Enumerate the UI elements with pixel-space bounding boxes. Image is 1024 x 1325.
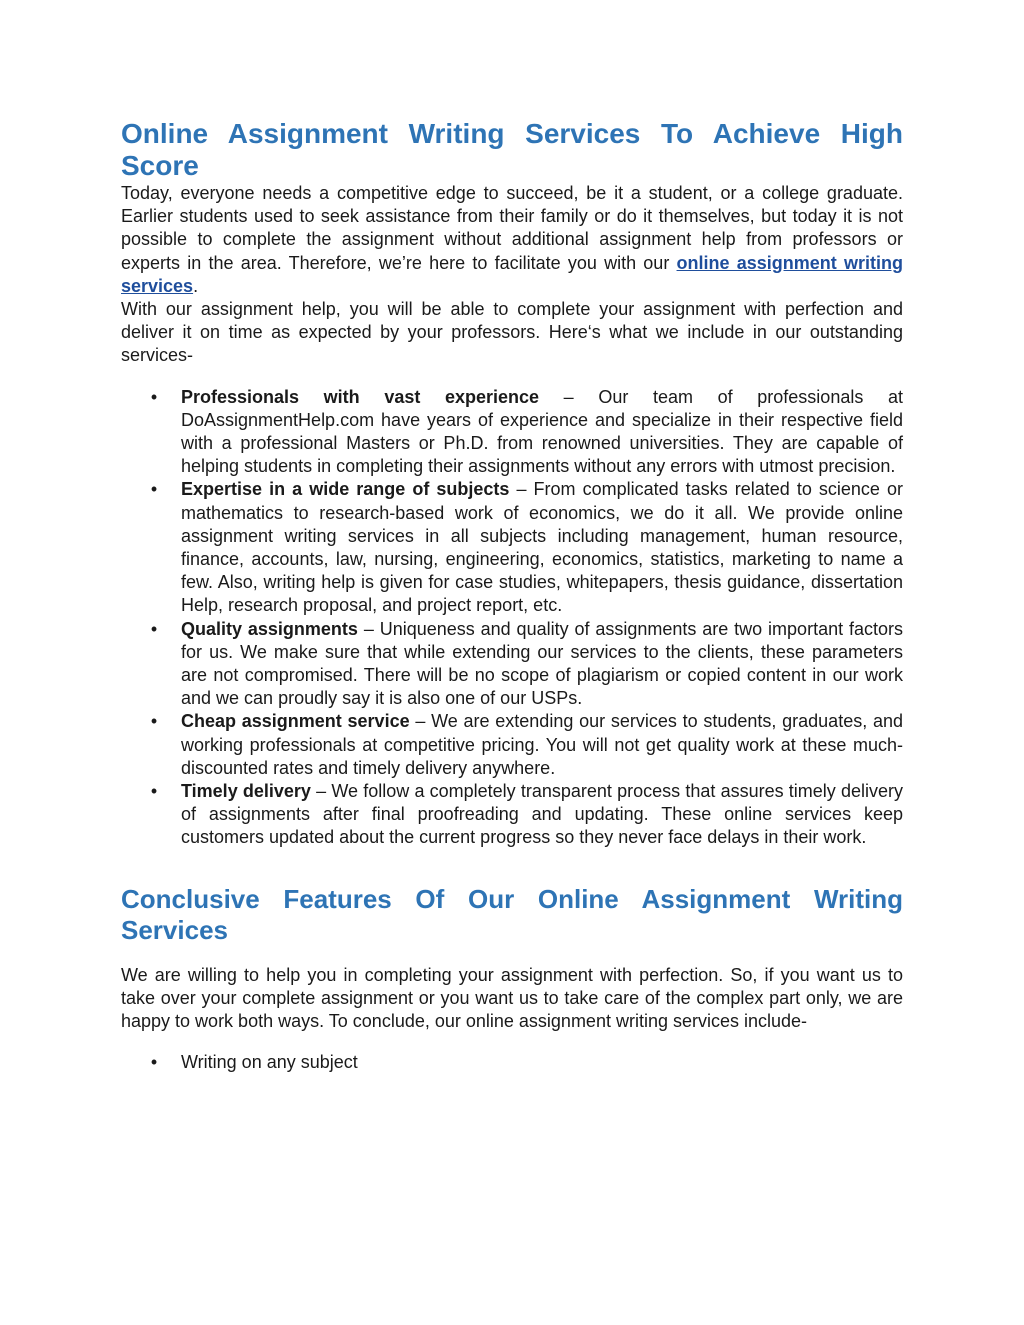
- include-item-text: Writing on any subject: [181, 1052, 358, 1073]
- main-heading: Online Assignment Writing Services To Achieve High Score: [121, 118, 903, 181]
- feature-term: Professionals with vast experience: [181, 386, 540, 407]
- list-item: [121, 386, 903, 479]
- feature-text: – We are extending our services to students, graduates, and working professionals at competitive pricing. You will not get quality work at these much-discounted rates and timely delivery anywhere.: [181, 711, 903, 778]
- feature-text: – Our team of professionals at DoAssignmentHelp.com have years of experience and specialize in their respective field with a professional Masters or Ph.D. from renowned universities. They are capable of helping students in completing their assignments without any errors with utmost precision.: [181, 386, 903, 477]
- online-assignment-writing-services-link[interactable]: online assignment writing services: [121, 252, 903, 296]
- bullet-icon: •: [150, 711, 158, 732]
- includes-list: [121, 1051, 903, 1074]
- feature-term: Expertise in a wide range of subjects: [181, 479, 510, 500]
- bullet-icon: •: [150, 618, 158, 639]
- features-list: [121, 386, 903, 850]
- bullet-icon: •: [150, 386, 158, 407]
- bullet-icon: •: [150, 1052, 158, 1073]
- intro-paragraph: [121, 182, 903, 298]
- section-heading: Conclusive Features Of Our Online Assignment Writing Services: [121, 883, 903, 945]
- feature-term: Quality assignments: [181, 618, 358, 639]
- bullet-icon: •: [150, 781, 158, 802]
- intro-text: Today, everyone needs a competitive edge to succeed, be it a student, or a college graduate. Earlier students used to seek assistance from their family or do it themselves, but today it is not possible to complete the assignment without additional assignment help from professors or experts in the area. Therefore, we’re here to facilitate you with our: [121, 183, 903, 273]
- feature-text: – Uniqueness and quality of assignments are two important factors for us. We make sure that while extending our services to the clients, these parameters are not compromised. There will be no scope of plagiarism or copied content in our work and we can proudly say it is also one of our USPs.: [181, 618, 903, 709]
- feature-term: Cheap assignment service: [181, 711, 410, 732]
- conclusion-paragraph: We are willing to help you in completing your assignment with perfection. So, if you want us to take over your complete assignment or you want us to take care of the complex part only, we are happy to work both ways. To conclude, our online assignment writing services include-: [121, 964, 903, 1032]
- list-item: [121, 1051, 903, 1074]
- feature-text: – From complicated tasks related to science or mathematics to research-based work of economics, we do it all. We provide online assignment writing services in all subjects including management, human resource, finance, accounts, law, nursing, engineering, economics, statistics, marketing to name a few. Also, writing help is given for case studies, whitepapers, thesis guidance, dissertation Help, research proposal, and project report, etc.: [181, 479, 903, 616]
- document-page: [121, 118, 903, 1075]
- intro-text-end: .: [193, 275, 199, 296]
- list-item: [121, 710, 903, 780]
- feature-term: Timely delivery: [181, 781, 311, 802]
- list-item: [121, 780, 903, 850]
- bullet-icon: •: [150, 479, 158, 500]
- list-item: [121, 618, 903, 711]
- feature-text: – We follow a completely transparent process that assures timely delivery of assignments after final proofreading and updating. These online services keep customers updated about the current progress so they never face delays in their work.: [181, 781, 904, 848]
- services-intro-paragraph: With our assignment help, you will be able to complete your assignment with perfection and deliver it on time as expected by your professors. Here‘s what we include in our outstanding services-: [121, 299, 903, 366]
- list-item: [121, 478, 903, 617]
